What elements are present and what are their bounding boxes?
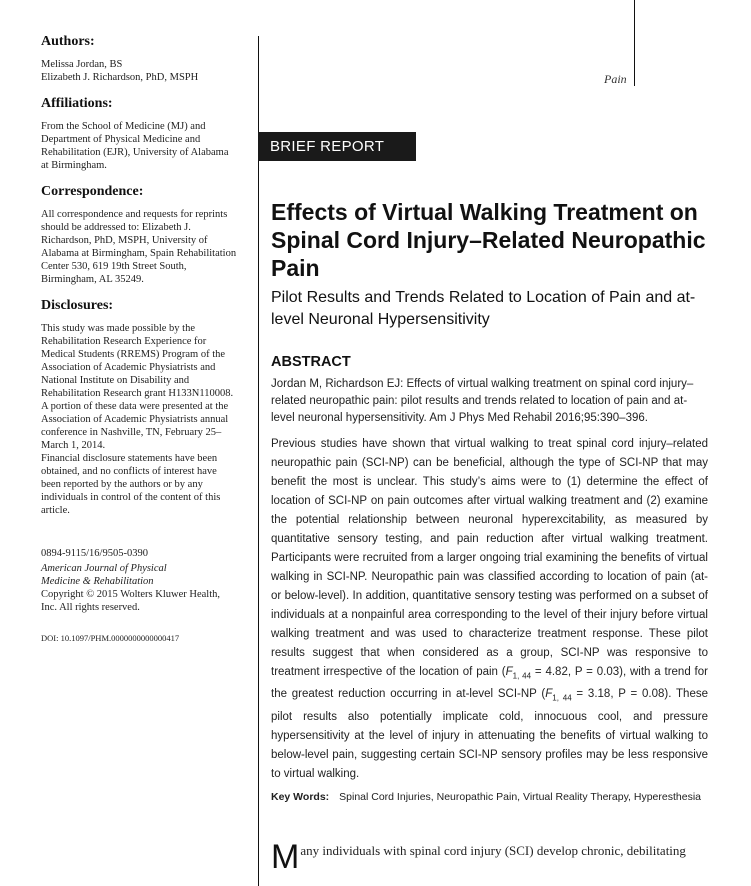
author-line: Elizabeth J. Richardson, PhD, MSPH [41, 72, 199, 83]
doi: DOI: 10.1097/PHM.0000000000000417 [41, 633, 180, 643]
stat-f1: F [505, 666, 513, 678]
correspondence-heading: Correspondence: [41, 184, 144, 199]
keywords-list: Spinal Cord Injuries, Neuropathic Pain, Virtual Reality Therapy, Hyperesthesia [339, 790, 702, 803]
article-title: Effects of Virtual Walking Treatment on Spinal Cord Injury–Related Neuropathic Pain [271, 199, 706, 281]
header-divider [634, 0, 635, 86]
abstract-text: ), with a trend for the greatest reduction occurring in at-level SCI-NP ( [271, 666, 708, 701]
authors-heading: Authors: [41, 34, 95, 49]
correspondence-text: All correspondence and requests for reprints should be addressed to: Elizabeth J. Richardson, PhD, MSPH, University of Alabama at Birmingham, Spain Rehabilitation Center 530, 619 19th Street South, Birmingham, AL 35249. [41, 209, 237, 285]
article-main [271, 198, 708, 803]
article-subtitle: Pilot Results and Trends Related to Location of Pain and at-level Neuronal Hypersensitivity [271, 289, 696, 328]
column-divider [258, 36, 259, 886]
authors-section [41, 34, 238, 84]
author-line: Melissa Jordan, BS [41, 59, 123, 70]
journal-name: American Journal of Physical [41, 563, 167, 574]
keywords-label: Key Words: [271, 790, 330, 803]
stat-f1-value: = 4.82, P = 0.03 [531, 666, 620, 678]
disclosures-funding: This study was made possible by the Rehabilitation Research Experience for Medical Students (RREMS) Program of the Association of Academic Physiatrists and National Institute on Disability and Rehabilitation Research grant H133N110008. [41, 323, 234, 399]
correspondence-section [41, 184, 238, 286]
issn: 0894-9115/16/9505-0390 [41, 548, 148, 559]
stat-f2-df: 1, 44 [552, 693, 572, 703]
keywords [271, 791, 708, 803]
drop-cap: M [271, 838, 300, 876]
article-body [271, 840, 708, 874]
abstract-heading: ABSTRACT [271, 354, 351, 370]
section-label: Pain [604, 72, 627, 86]
abstract-text: ). These pilot results also potentially implicate cold, innocuous cool, and pressure hypersensitivity at the level of injury in attenuating the benefits of virtual walking to below-level pain, suggesting certain SCI-NP sensory profiles may be less responsive to virtual walking. [271, 688, 708, 780]
publication-info [41, 547, 238, 614]
stat-f2: F [545, 688, 553, 701]
abstract-text: Previous studies have shown that virtual walking to treat spinal cord injury–related neuropathic pain (SCI-NP) can be beneficial, although the type of SCI-NP that may benefit the most is unclear. This study’s aims were to (1) determine the effect of location of SCI-NP on pain outcomes after virtual walking treatment and (2) examine the potential relationship between neuronal hyperexcitability, as measured by quantitative sensory testing, and pain reduction after virtual walking treatment. Participants were recruited from a larger ongoing trial examining the benefits of virtual walking in SCI-NP. Neuropathic pain was classified according to location of pain (at- or below-level). In addition, quantitative sensory testing was performed on a subset of individuals at a nonpainful area corresponding to the level of their injury before virtual walking treatment and was used to characterize treatment response. These pilot results suggest that when considered as a group, SCI-NP was responsive to treatment irrespective of the location of pain ( [271, 438, 708, 678]
abstract-citation: Jordan M, Richardson EJ: Effects of virtual walking treatment on spinal cord injury–related neuropathic pain: pilot results and trends related to location of pain and at-level neuronal hypersensitivity. Am J Phys Med Rehabil 2016;95:390–396. [271, 378, 694, 424]
copyright: Copyright © 2015 Wolters Kluwer Health, Inc. All rights reserved. [41, 589, 220, 613]
body-text: any individuals with spinal cord injury (SCI) develop chronic, debilitating [300, 843, 686, 858]
affiliations-heading: Affiliations: [41, 96, 113, 111]
article-type-banner: BRIEF REPORT [258, 132, 416, 161]
journal-name-line2: Medicine & Rehabilitation [41, 576, 154, 587]
stat-f2-value: = 3.18, P = 0.08 [571, 688, 665, 701]
disclosures-heading: Disclosures: [41, 298, 114, 313]
abstract-body [271, 435, 708, 784]
affiliations-text: From the School of Medicine (MJ) and Department of Physical Medicine and Rehabilitation (EJR), University of Alabama at Birmingham. [41, 121, 229, 171]
affiliations-section [41, 96, 238, 172]
disclosures-conflicts: Financial disclosure statements have been obtained, and no conflicts of interest have been reported by the authors or by any individuals in control of the content of this article. [41, 453, 221, 516]
sidebar [41, 34, 238, 645]
disclosures-section [41, 298, 238, 517]
stat-f1-df: 1, 44 [512, 671, 532, 681]
disclosures-presentation: A portion of these data were presented at the Association of Academic Physiatrists annual conference in Nashville, TN, February 25–March 1, 2014. [41, 401, 229, 451]
